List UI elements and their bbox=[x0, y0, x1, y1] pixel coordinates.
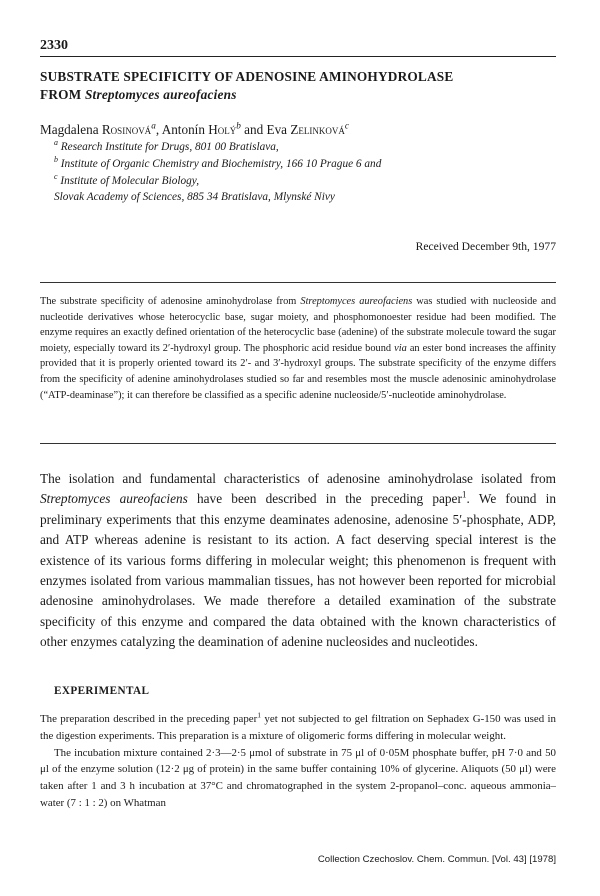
author-sep-2: and bbox=[240, 122, 267, 137]
title-organism: Streptomyces aureofaciens bbox=[84, 87, 237, 102]
affiliations bbox=[54, 139, 381, 206]
title-line-2 bbox=[40, 86, 556, 104]
title-line-1: SUBSTRATE SPECIFICITY OF ADENOSINE AMINOHYDROLASE bbox=[40, 69, 454, 84]
author-2-first: Antonín bbox=[161, 122, 209, 137]
reference-1: 1 bbox=[461, 490, 467, 501]
author-1-first: Magdalena bbox=[40, 122, 102, 137]
experimental-paragraph-2: The incubation mixture contained 2·3—2·5 μmol of substrate in 75 μl of 0·05M phosphate buffer, pH 7·0 and 50 μl of the enzyme solution (12·2 μg of protein) in the same buffer containing 10% of glycerine. Aliquots (50 μl) were taken after 1 and 3 h incubation at 37°C and chromatographed in the system 2-propanol–conc. aqueous ammonia–water (7 : 1 : 2) on Whatman bbox=[40, 746, 556, 809]
header-rule bbox=[40, 56, 556, 57]
paper-title bbox=[40, 68, 556, 104]
paper-page bbox=[40, 0, 556, 896]
page-number: 2330 bbox=[40, 38, 68, 53]
author-3-last: Zelinková bbox=[290, 122, 345, 137]
abstract: The substrate specificity of adenosine aminohydrolase from Streptomyces aureofaciens was studied with nucleoside and nucleotide derivatives whose heterocyclic base, sugar moiety, and phosphomonoester residue had been modified. The enzyme requires an exactly defined orientation of the heterocyclic base (adenine) of the substrate molecule toward the sugar moiety, especially toward its 2′-hydroxyl group. The phosphoric acid residue bound via an ester bond increases the affinity provided that it is properly oriented toward its 2′- and 3′-hydroxyl groups. The substrate specificity of the enzyme differs from the specificity of adenine aminohydrolases studied so far and resembles most the muscle adenosinic aminohydrolase (“ATP-deaminase”); it can therefore be classified as a specific adenine nucleoside/5′-nucleotide aminohydrolase. bbox=[40, 296, 557, 401]
received-date: Received December 9th, 1977 bbox=[415, 240, 556, 253]
author-2-last: Holý bbox=[208, 122, 237, 137]
title-line-2-plain: FROM bbox=[40, 87, 85, 102]
author-1-last: Rosinová bbox=[101, 122, 152, 137]
abstract-top-rule bbox=[40, 282, 556, 283]
affiliation-c: $^c$ Institute of Molecular Biology, bbox=[54, 171, 200, 187]
author-1-sup: a bbox=[151, 120, 156, 131]
author-list bbox=[40, 122, 349, 138]
affiliation-b: $^b$ Institute of Organic Chemistry and Biochemistry, 166 10 Prague 6 and bbox=[54, 155, 382, 170]
author-3-first: Eva bbox=[266, 122, 291, 137]
author-3-sup: c bbox=[344, 120, 349, 131]
abstract-bottom-rule bbox=[40, 443, 556, 444]
affiliation-a: $^a$ Research Institute for Drugs, 801 00 Bratislava, bbox=[54, 138, 279, 153]
author-sep-1: , bbox=[155, 122, 162, 137]
journal-footer: Collection Czechoslov. Chem. Commun. [Vol. 43] [1978] bbox=[317, 854, 556, 865]
experimental-text bbox=[40, 711, 556, 812]
affiliation-c-cont: Slovak Academy of Sciences, 885 34 Bratislava, Mlynské Nivy bbox=[54, 191, 335, 204]
section-heading-experimental: EXPERIMENTAL bbox=[54, 685, 150, 697]
experimental-paragraph-1: The preparation described in the preceding paper$^1$ yet not subjected to gel filtration on Sephadex G-150 was used in the digestion experiments. This preparation is a mixture of oligomeric forms differing in molecular weight. bbox=[40, 710, 556, 742]
author-2-sup: b bbox=[236, 120, 241, 131]
introduction: The isolation and fundamental characteristics of adenosine aminohydrolase isolated from Streptomyces aureofaciens have been described in the preceding paper$^1$. We found in preliminary experiments that this enzyme deaminates adenosine, adenosine 5′-phosphate, ADP, and ATP whereas adenine is resistant to its action. A fact deserving special interest is the existence of its various forms differing in molecular weight; this phenomenon is frequent with enzymes isolated from various mammalian tissues, has not however been reported for microbial adenosine aminohydrolases. We made therefore a detailed examination of the substrate specificity of this enzyme and compared the data obtained with the known characteristics of other enzymes catalyzing the deamination of adenine nucleosides and nucleotides. bbox=[40, 471, 556, 650]
